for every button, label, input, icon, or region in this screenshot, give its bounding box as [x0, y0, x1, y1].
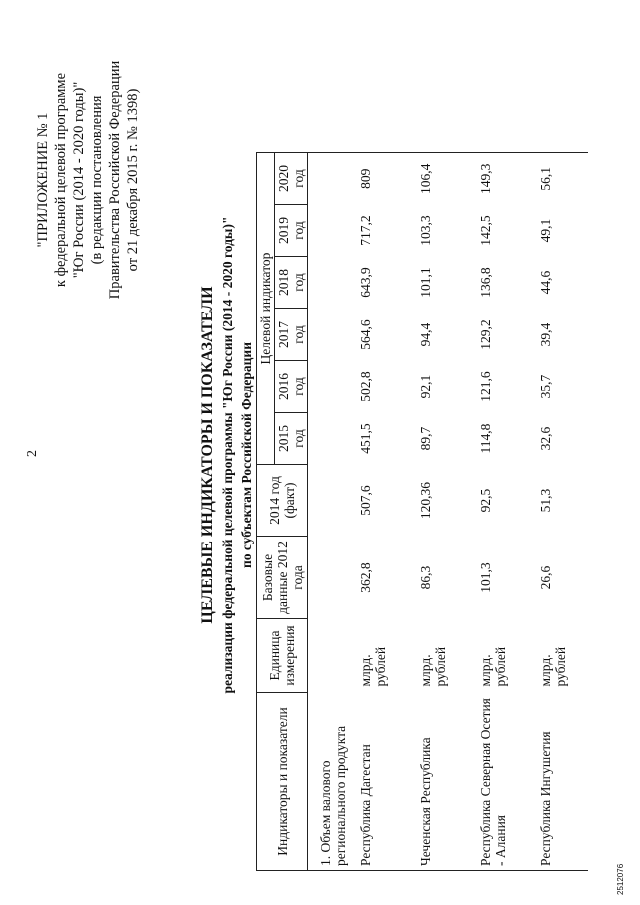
header-year: 2019 год	[275, 205, 308, 257]
target-value: 89,7	[418, 426, 433, 451]
target-value: 136,8	[478, 267, 493, 298]
table-row	[534, 153, 588, 871]
target-value: 114,8	[478, 423, 493, 454]
table-row	[474, 153, 534, 871]
document-subtitle: реализации федеральной целевой программы "Юг России (2014 - 2020 годы)"	[220, 216, 235, 694]
fact-value: 92,5	[478, 488, 493, 513]
target-value: 94,4	[418, 322, 433, 347]
appendix-line: к федеральной целевой программе	[53, 72, 69, 288]
target-value: 564,6	[358, 319, 373, 350]
base-value: 86,3	[418, 565, 433, 590]
region-name: Республика Ингушетия	[534, 693, 588, 871]
base-value: 362,8	[358, 562, 373, 593]
target-value: 142,5	[478, 215, 493, 246]
appendix-line: (в редакции постановления	[89, 95, 105, 265]
target-value: 717,2	[358, 215, 373, 246]
document-title: ЦЕЛЕВЫЕ ИНДИКАТОРЫ И ПОКАЗАТЕЛИ	[199, 286, 216, 624]
header-year: 2016 год	[275, 361, 308, 413]
appendix-line: от 21 декабря 2015 г. № 1398)	[125, 88, 141, 272]
unit-cell: млрд. рублей	[478, 646, 508, 687]
target-value: 149,3	[474, 153, 534, 205]
header-year: 2015 год	[275, 413, 308, 465]
region-name: Республика Дагестан	[354, 693, 414, 871]
target-value: 56,1	[534, 153, 588, 205]
target-value: 103,3	[418, 215, 433, 246]
fact-value: 120,36	[418, 481, 433, 520]
fact-value: 51,3	[538, 488, 553, 513]
appendix-line: "Юг России (2014 - 2020 годы)"	[71, 81, 87, 279]
target-value: 451,5	[358, 423, 373, 454]
target-value: 643,9	[358, 267, 373, 298]
indicators-table	[256, 152, 588, 871]
unit-cell: млрд. рублей	[418, 646, 448, 687]
section-title: 1. Объем валового регионального продукта	[308, 693, 355, 871]
unit-cell: млрд. рублей	[358, 646, 388, 687]
unit-cell: млрд. рублей	[538, 646, 568, 687]
region-name: Чеченская Республика	[414, 693, 474, 871]
target-value: 106,4	[414, 153, 474, 205]
region-name: Республика Северная Осетия - Алания	[474, 693, 534, 871]
document-subtitle: по субъектам Российской Федерации	[239, 342, 254, 568]
header-base: Базовые данные 2012 года	[257, 537, 308, 619]
base-value: 26,6	[538, 565, 553, 590]
table-row	[354, 153, 414, 871]
target-value: 44,6	[538, 270, 553, 295]
base-value: 101,3	[478, 562, 493, 593]
header-year: 2020 год	[275, 153, 308, 205]
target-value: 49,1	[538, 218, 553, 243]
table-section-row	[308, 153, 355, 871]
target-value: 39,4	[538, 322, 553, 347]
document-code: 2512076	[616, 863, 625, 895]
header-indicator: Индикаторы и показатели	[257, 693, 308, 871]
target-value: 809	[354, 153, 414, 205]
target-value: 502,8	[358, 371, 373, 402]
appendix-line: "ПРИЛОЖЕНИЕ № 1	[35, 112, 51, 248]
page-number: 2	[25, 450, 40, 457]
target-value: 35,7	[538, 374, 553, 399]
target-value: 129,2	[478, 319, 493, 350]
appendix-header	[34, 15, 142, 345]
target-value: 32,6	[538, 426, 553, 451]
header-year: 2018 год	[275, 257, 308, 309]
table-row	[414, 153, 474, 871]
target-value: 101,1	[418, 267, 433, 298]
header-year: 2017 год	[275, 309, 308, 361]
header-fact-2014: 2014 год (факт)	[257, 465, 308, 537]
target-value: 121,6	[478, 371, 493, 402]
document-title-block	[198, 195, 256, 715]
header-target-group: Целевой индикатор	[257, 153, 275, 465]
target-value: 92,1	[418, 374, 433, 399]
fact-value: 507,6	[358, 485, 373, 516]
header-unit: Единица измерения	[257, 619, 308, 693]
appendix-line: Правительства Российской Федерации	[107, 60, 123, 300]
